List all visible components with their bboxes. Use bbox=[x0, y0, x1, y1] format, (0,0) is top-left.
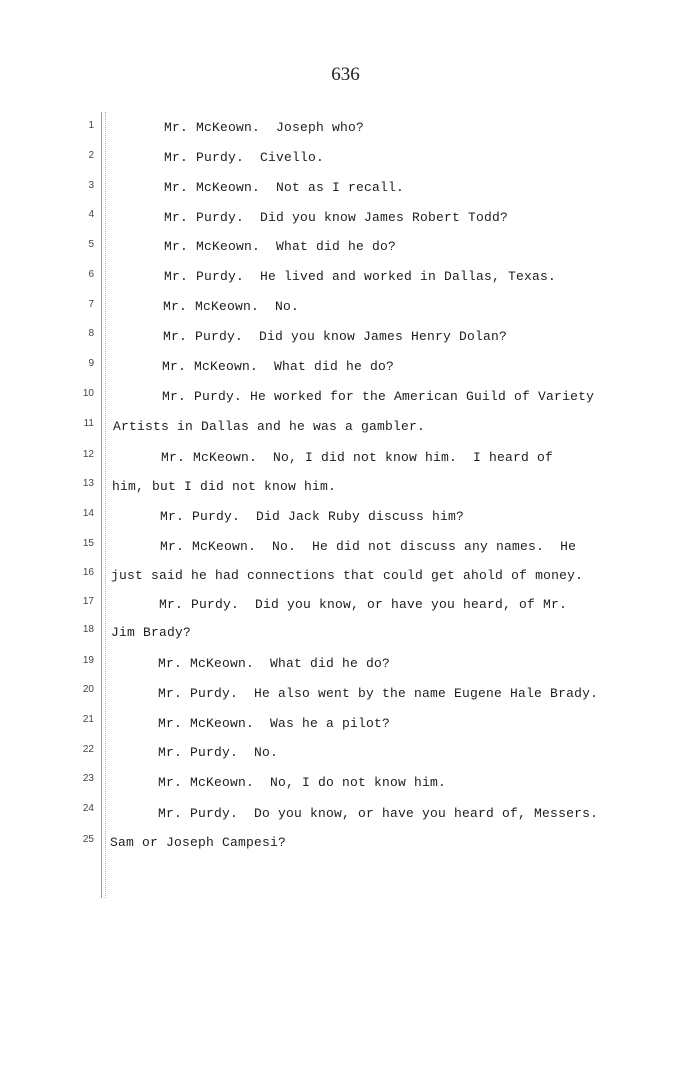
line-number: 10 bbox=[82, 388, 94, 399]
transcript-line: Mr. Purdy. Do you know, or have you heard of, Messers. bbox=[158, 806, 599, 821]
line-number: 1 bbox=[88, 120, 94, 131]
margin-rule bbox=[101, 112, 106, 898]
line-number: 21 bbox=[82, 714, 94, 725]
line-number: 2 bbox=[88, 150, 94, 161]
transcript-line: Mr. Purdy. Civello. bbox=[164, 150, 325, 165]
transcript-line: Jim Brady? bbox=[111, 625, 192, 640]
transcript-line: Mr. McKeown. What did he do? bbox=[158, 656, 391, 671]
line-number: 5 bbox=[88, 239, 94, 250]
line-number: 3 bbox=[88, 180, 94, 191]
transcript-line: Mr. McKeown. What did he do? bbox=[162, 359, 395, 374]
transcript-line: him, but I did not know him. bbox=[112, 479, 337, 494]
transcript-line: Mr. McKeown. No, I do not know him. bbox=[158, 775, 447, 790]
transcript-line: Mr. McKeown. Joseph who? bbox=[164, 120, 365, 135]
line-number: 9 bbox=[88, 358, 94, 369]
line-number: 15 bbox=[82, 538, 94, 549]
line-number: 11 bbox=[83, 418, 94, 429]
line-number: 6 bbox=[88, 269, 94, 280]
transcript-line: Mr. Purdy. Did Jack Ruby discuss him? bbox=[160, 509, 465, 524]
line-number: 17 bbox=[82, 596, 94, 607]
transcript-line: Mr. McKeown. Not as I recall. bbox=[164, 180, 405, 195]
transcript-line: Mr. Purdy. No. bbox=[158, 745, 279, 760]
transcript-line: Sam or Joseph Campesi? bbox=[110, 835, 287, 850]
transcript-line: Mr. McKeown. No. He did not discuss any names. He bbox=[160, 539, 577, 554]
line-number: 23 bbox=[82, 773, 94, 784]
line-number: 14 bbox=[82, 508, 94, 519]
line-number: 25 bbox=[82, 834, 94, 845]
transcript-line: Mr. Purdy. Did you know James Henry Dolan? bbox=[163, 329, 508, 344]
line-number: 20 bbox=[82, 684, 94, 695]
line-number: 12 bbox=[82, 449, 94, 460]
transcript-line: Mr. Purdy. He also went by the name Eugene Hale Brady. bbox=[158, 686, 599, 701]
page-number: 636 bbox=[331, 64, 360, 85]
line-number: 18 bbox=[82, 624, 94, 635]
line-number: 24 bbox=[82, 803, 94, 814]
line-number: 4 bbox=[88, 209, 94, 220]
transcript-line: just said he had connections that could get ahold of money. bbox=[111, 568, 584, 583]
line-number: 8 bbox=[88, 328, 94, 339]
transcript-line: Mr. McKeown. No, I did not know him. I heard of bbox=[161, 450, 554, 465]
transcript-line: Mr. Purdy. He worked for the American Guild of Variety bbox=[162, 389, 595, 404]
transcript-line: Mr. Purdy. Did you know, or have you heard, of Mr. bbox=[159, 597, 568, 612]
transcript-line: Mr. Purdy. He lived and worked in Dallas, Texas. bbox=[164, 269, 557, 284]
line-number: 7 bbox=[88, 299, 94, 310]
line-number: 13 bbox=[82, 478, 94, 489]
transcript-line: Artists in Dallas and he was a gambler. bbox=[113, 419, 426, 434]
transcript-line: Mr. Purdy. Did you know James Robert Todd? bbox=[164, 210, 509, 225]
transcript-line: Mr. McKeown. Was he a pilot? bbox=[158, 716, 391, 731]
line-number: 19 bbox=[82, 655, 94, 666]
transcript-line: Mr. McKeown. What did he do? bbox=[164, 239, 397, 254]
line-number: 16 bbox=[82, 567, 94, 578]
line-number: 22 bbox=[82, 744, 94, 755]
transcript-line: Mr. McKeown. No. bbox=[163, 299, 300, 314]
